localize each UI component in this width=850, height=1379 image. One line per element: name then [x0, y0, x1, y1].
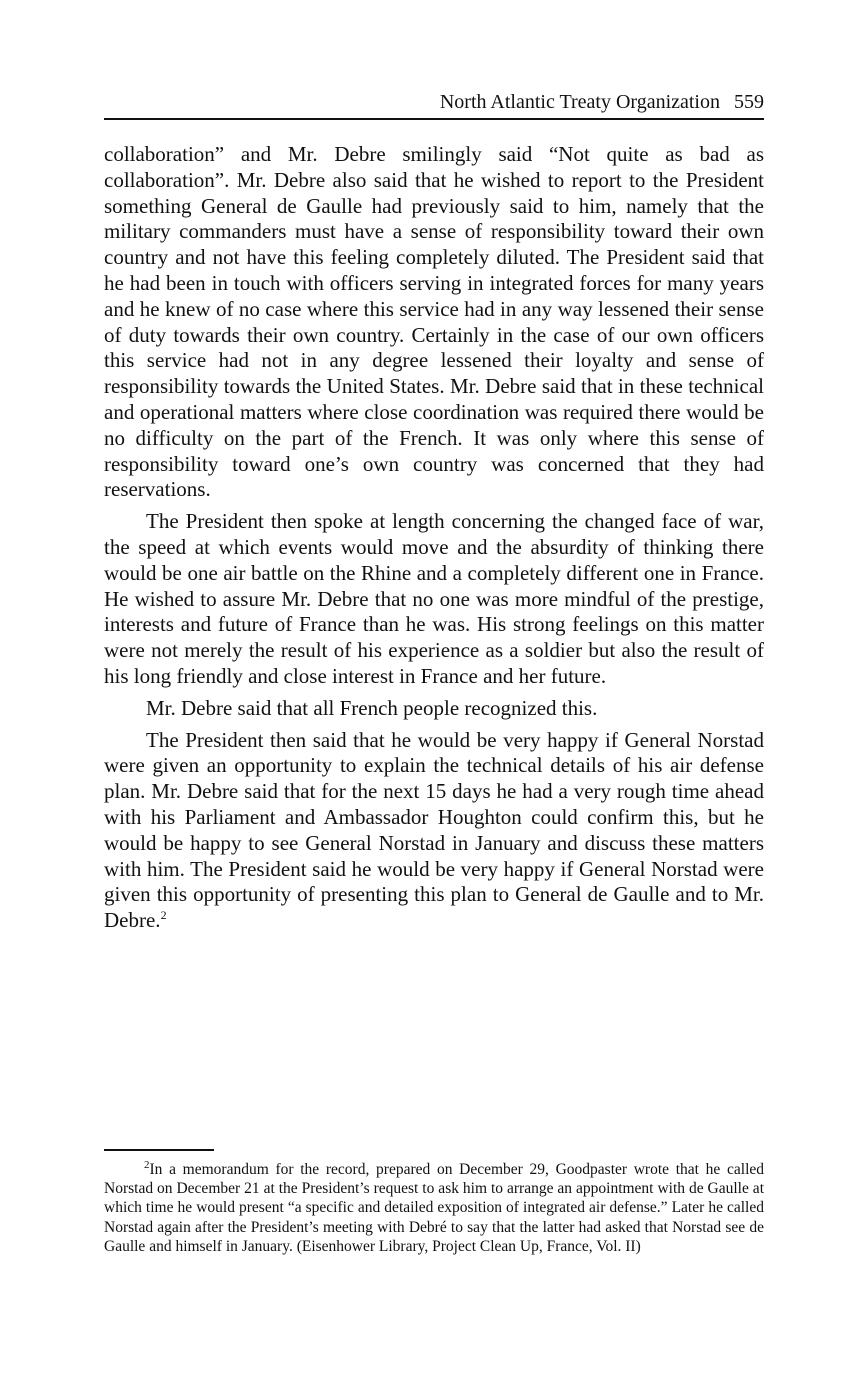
main-text: [104, 142, 764, 940]
paragraph-1: collaboration” and Mr. Debre smilingly said “Not quite as bad as collaboration”. Mr. Debre also said that he wished to report to the President something General de Gaulle had previously said to him, namely that the military commanders must have a sense of responsibility toward their own country and not have this feeling completely diluted. The President said that he had been in touch with officers serving in integrated forces for many years and he knew of no case where this service had in any way lessened their sense of duty towards their own country. Certainly in the case of our own officers this service had not in any degree lessened their loyalty and sense of responsibility towards the United States. Mr. Debre said that in these technical and operational matters where close coordination was required there would be no difficulty on the part of the French. It was only where this sense of responsibility toward one’s own country was concerned that they had reservations.: [104, 142, 764, 502]
page-number: 559: [734, 91, 764, 113]
footnote-divider: [104, 1149, 214, 1151]
paragraph-4: [104, 728, 764, 934]
paragraph-3: Mr. Debre said that all French people recognized this.: [146, 695, 598, 720]
running-header: [104, 88, 764, 120]
footnote-text: In a memorandum for the record, prepared on December 29, Goodpaster wrote that he called Norstad on December 21 at the President’s request to ask him to arrange an appointment with de Gaulle at which time he would present “a specific and detailed exposition of integrated air defense.” Later he called Norstad again after the President’s meeting with Debré to say that the latter had asked that Norstad see de Gaulle and himself in January. (Eisenhower Library, Project Clean Up, France, Vol. II): [104, 1161, 764, 1255]
paragraph-2: The President then spoke at length concerning the changed face of war, the speed at which events would move and the absurdity of thinking there would be one air battle on the Rhine and a completely different one in France. He wished to assure Mr. Debre that no one was more mindful of the prestige, interests and future of France than he was. His strong feelings on this matter were not merely the result of his experience as a soldier but also the result of his long friendly and close interest in France and her future.: [104, 509, 764, 688]
footnote-marker: 2: [144, 1158, 150, 1171]
footnote: [104, 1160, 764, 1256]
paragraph-4-text: The President then said that he would be very happy if General Norstad were given an opportunity to explain the technical details of his air defense plan. Mr. Debre said that for the next 15 days he had a very rough time ahead with his Parliament and Ambassador Houghton could confirm this, but he would be happy to see General Norstad in January and discuss these matters with him. The President said he would be very happy if General Norstad were given this opportunity of presenting this plan to General de Gaulle and to Mr. Debre.: [104, 727, 764, 933]
running-title: North Atlantic Treaty Organization: [439, 91, 720, 113]
footnote-reference[interactable]: 2: [160, 908, 167, 923]
